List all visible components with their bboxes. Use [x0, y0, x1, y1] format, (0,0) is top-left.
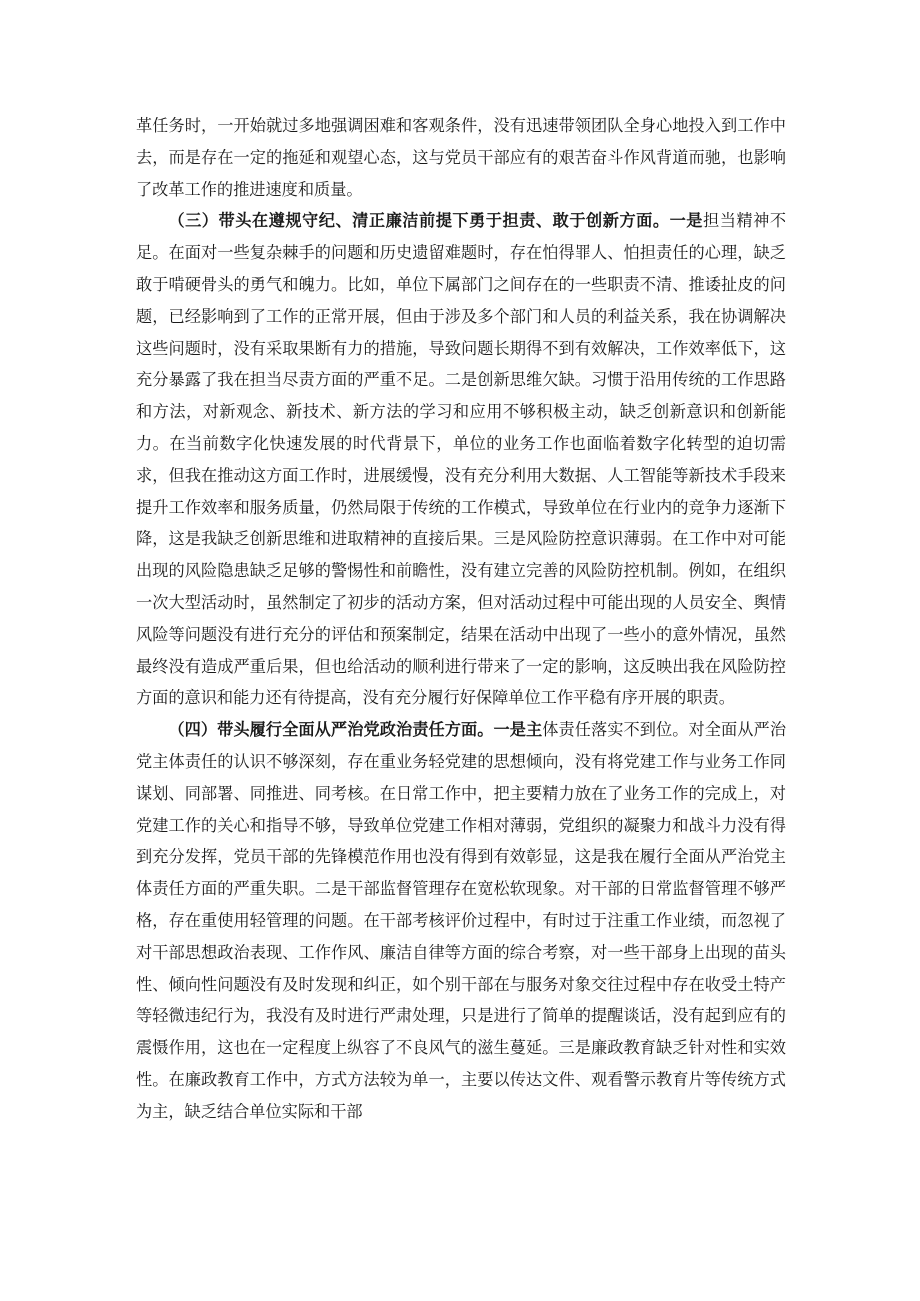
paragraph-section-three [136, 205, 786, 714]
paragraph-text: 体责任落实不到位。对全面从严治党主体责任的认识不够深刻，存在重业务轻党建的思想倾向，没有将党建工作与业务工作同谋划、同部署、同推进、同考核。在日常工作中，把主要精力放在了业务工作的完成上，对党建工作的关心和指导不够，导致单位党建工作相对薄弱，党组织的凝聚力和战斗力没有得到充分发挥，党员干部的先锋模范作用也没有得到有效彰显，这是我在履行全面从严治党主体责任方面的严重失职。二是干部监督管理存在宽松软现象。对干部的日常监督管理不够严格，存在重使用轻管理的问题。在干部考核评价过程中，有时过于注重工作业绩，而忽视了对干部思想政治表现、工作作风、廉洁自律等方面的综合考察，对一些干部身上出现的苗头性、倾向性问题没有及时发现和纠正，如个别干部在与服务对象交往过程中存在收受土特产等轻微违纪行为，我没有及时进行严肃处理，只是进行了简单的提醒谈话，没有起到应有的震慑作用，这也在一定程度上纵容了不良风气的滋生蔓延。三是廉政教育缺乏针对性和实效性。在廉政教育工作中，方式方法较为单一，主要以传达文件、观看警示教育片等传统方式为主，缺乏结合单位实际和干部 [136, 720, 787, 1121]
document-page [136, 110, 786, 1128]
section-heading: （四）带头履行全面从严治党政治责任方面。 [168, 720, 494, 740]
paragraph-text: 革任务时，一开始就过多地强调困难和客观条件，没有迅速带领团队全身心地投入到工作中去，而是存在一定的拖延和观望心态，这与党员干部应有的艰苦奋斗作风背道而驰，也影响了改革工作的推进速度和质量。 [136, 116, 786, 199]
paragraph-section-four [136, 714, 786, 1127]
section-lead: 一是 [669, 211, 703, 231]
section-lead: 一是主 [493, 720, 543, 740]
section-heading: （三）带头在遵规守纪、清正廉洁前提下勇于担责、敢于创新方面。 [168, 211, 670, 231]
paragraph-text: 担当精神不足。在面对一些复杂棘手的问题和历史遗留难题时，存在怕得罪人、怕担责任的心理，缺乏敢于啃硬骨头的勇气和魄力。比如，单位下属部门之间存在的一些职责不清、推诿扯皮的问题，已经影响到了工作的正常开展，但由于涉及多个部门和人员的利益关系，我在协调解决这些问题时，没有采取果断有力的措施，导致问题长期得不到有效解决，工作效率低下，这充分暴露了我在担当尽责方面的严重不足。二是创新思维欠缺。习惯于沿用传统的工作思路和方法，对新观念、新技术、新方法的学习和应用不够积极主动，缺乏创新意识和创新能力。在当前数字化快速发展的时代背景下，单位的业务工作也面临着数字化转型的迫切需求，但我在推动这方面工作时，进展缓慢，没有充分利用大数据、人工智能等新技术手段来提升工作效率和服务质量，仍然局限于传统的工作模式，导致单位在行业内的竞争力逐渐下降，这是我缺乏创新思维和进取精神的直接后果。三是风险防控意识薄弱。在工作中对可能出现的风险隐患缺乏足够的警惕性和前瞻性，没有建立完善的风险防控机制。例如，在组织一次大型活动时，虽然制定了初步的活动方案，但对活动过程中可能出现的人员安全、舆情风险等问题没有进行充分的评估和预案制定，结果在活动中出现了一些小的意外情况，虽然最终没有造成严重后果，但也给活动的顺利进行带来了一定的影响，这反映出我在风险防控方面的意识和能力还有待提高，没有充分履行好保障单位工作平稳有序开展的职责。 [136, 211, 787, 708]
paragraph-continuation [136, 110, 786, 205]
